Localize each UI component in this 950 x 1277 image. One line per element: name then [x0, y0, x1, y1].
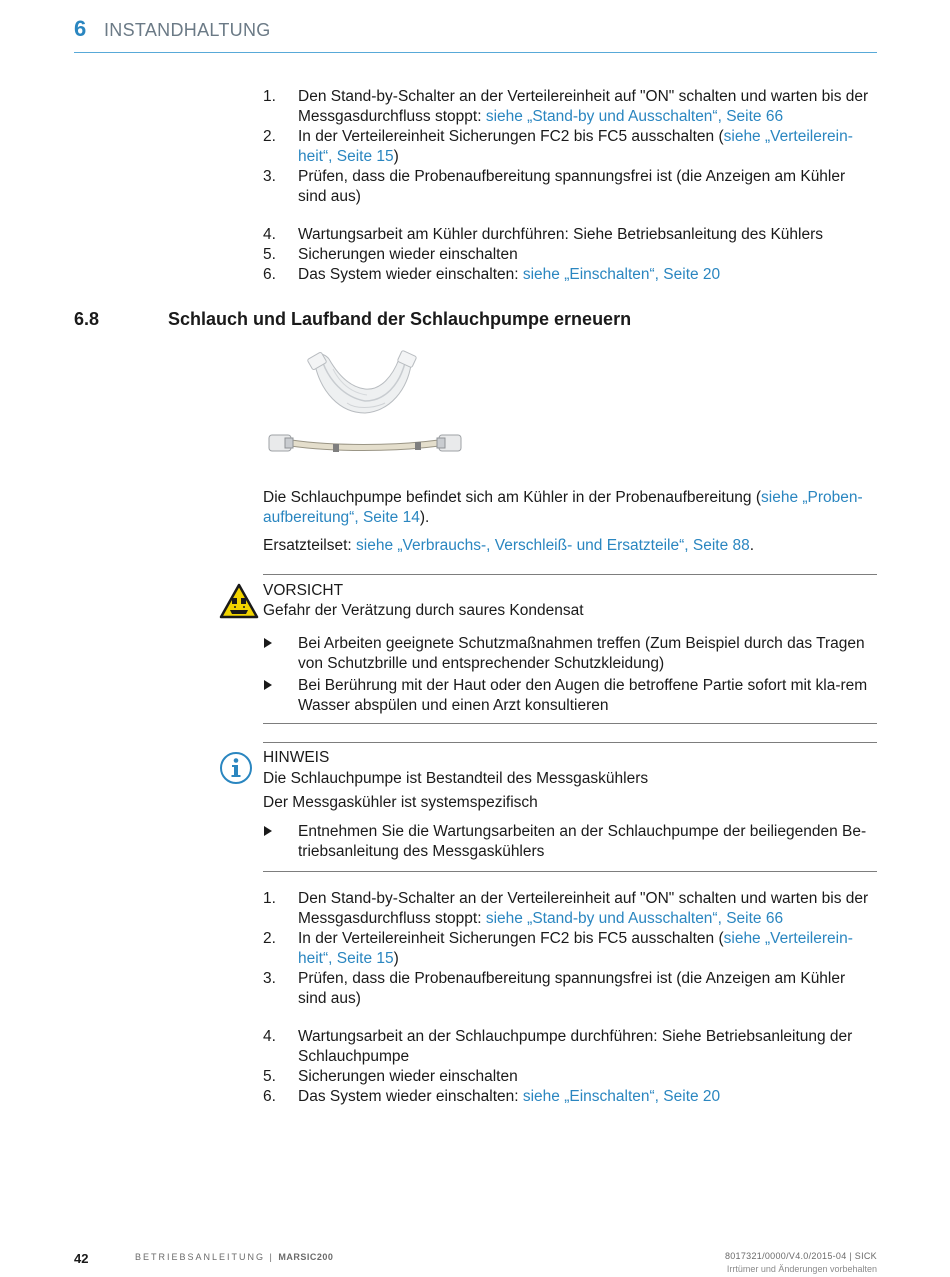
- list-item: Bei Berührung mit der Haut oder den Augen die betroffene Partie sofort mit kla-rem Wasser abspülen und einen Arzt konsultieren: [263, 676, 877, 716]
- list-item: 6. Das System wieder einschalten: siehe „Einschalten“, Seite 20: [263, 266, 721, 283]
- list-item: 3. Prüfen, dass die Probenaufbereitung spannungsfrei ist (die Anzeigen am Kühler sind aus): [263, 168, 846, 205]
- list-item: 4. Wartungsarbeit an der Schlauchpumpe durchführen: Siehe Betriebsanleitung der Schlauchpumpe: [263, 1028, 853, 1065]
- intro-paragraph: Die Schlauchpumpe befindet sich am Kühler in der Probenaufbereitung (siehe „Proben-aufbereitung“, Seite 14).: [263, 489, 863, 526]
- caution-text: Gefahr der Verätzung durch saures Kondensat: [263, 602, 584, 619]
- note-text: Der Messgaskühler ist systemspezifisch: [263, 794, 538, 811]
- caution-bullets: [263, 634, 877, 718]
- divider: [263, 871, 877, 872]
- note-text: Die Schlauchpumpe ist Bestandteil des Messgaskühlers: [263, 770, 649, 787]
- chapter-title: INSTANDHALTUNG: [104, 20, 271, 40]
- belt-shape: [307, 350, 417, 413]
- note-heading: HINWEIS: [263, 749, 330, 766]
- page-number: 42: [74, 1251, 89, 1266]
- cross-reference-link[interactable]: siehe „Einschalten“, Seite 20: [522, 1088, 721, 1105]
- cross-reference-link[interactable]: siehe „Stand-by und Ausschalten“, Seite 66: [485, 108, 784, 125]
- caution-heading: VORSICHT: [263, 582, 344, 599]
- cross-reference-link[interactable]: siehe „Einschalten“, Seite 20: [522, 266, 721, 283]
- chapter-number: 6: [74, 16, 87, 41]
- document-id: 8017321/0000/V4.0/2015-04 | SICK: [724, 1251, 877, 1261]
- cross-reference-link[interactable]: siehe „Verbrauchs-, Verschleiß- und Ersatzteile“, Seite 88: [356, 537, 750, 554]
- list-item: 6. Das System wieder einschalten: siehe „Einschalten“, Seite 20: [263, 1088, 721, 1105]
- list-item: 5. Sicherungen wieder einschalten: [263, 246, 518, 263]
- list-item: Entnehmen Sie die Wartungsarbeiten an der Schlauchpumpe der beiliegenden Be-triebsanleitung des Messgaskühlers: [263, 822, 877, 862]
- section-title: Schlauch und Laufband der Schlauchpumpe erneuern: [168, 309, 632, 329]
- list-item: 3. Prüfen, dass die Probenaufbereitung spannungsfrei ist (die Anzeigen am Kühler sind aus): [263, 970, 846, 1007]
- disclaimer: Irrtümer und Änderungen vorbehalten: [726, 1264, 877, 1274]
- bullet-arrow-icon: [264, 638, 272, 648]
- note-bullets: [263, 822, 877, 864]
- cross-reference-link[interactable]: siehe „Verteilerein-heit“, Seite 15: [298, 930, 853, 967]
- cross-reference-link[interactable]: siehe „Stand-by und Ausschalten“, Seite 66: [485, 910, 784, 927]
- divider: [263, 574, 877, 575]
- list-item: Bei Arbeiten geeignete Schutzmaßnahmen treffen (Zum Beispiel durch das Tragen von Schutzbrille und entsprechender Schutzkleidung): [263, 634, 877, 674]
- steps-top: [263, 87, 877, 285]
- bullet-arrow-icon: [264, 826, 272, 836]
- section-number: 6.8: [74, 309, 100, 329]
- list-item: 5. Sicherungen wieder einschalten: [263, 1068, 518, 1085]
- cross-reference-link[interactable]: siehe „Proben-aufbereitung“, Seite 14: [263, 489, 863, 526]
- cross-reference-link[interactable]: siehe „Verteilerein-heit“, Seite 15: [298, 128, 853, 165]
- list-item: 2. In der Verteilereinheit Sicherungen FC2 bis FC5 ausschalten (siehe „Verteilerein-heit“, Seite 15): [263, 930, 853, 967]
- bullet-arrow-icon: [264, 680, 272, 690]
- list-item: 1. Den Stand-by-Schalter an der Verteilereinheit auf "ON" schalten und warten bis der Messgasdurchfluss stoppt: siehe „Stand-by und Ausschalten“, Seite 66: [263, 88, 869, 125]
- info-icon: [219, 751, 253, 785]
- steps-bottom: [263, 889, 877, 1107]
- hose-and-belt-image: [263, 345, 468, 465]
- list-item: 1. Den Stand-by-Schalter an der Verteilereinheit auf "ON" schalten und warten bis der Messgasdurchfluss stoppt: siehe „Stand-by und Ausschalten“, Seite 66: [263, 890, 869, 927]
- spare-parts-paragraph: Ersatzteilset: siehe „Verbrauchs-, Verschleiß- und Ersatzteile“, Seite 88.: [263, 537, 755, 554]
- document-type: BETRIEBSANLEITUNG | MARSIC200: [135, 1252, 334, 1262]
- product-name: MARSIC200: [278, 1252, 334, 1262]
- list-item: 4. Wartungsarbeit am Kühler durchführen: Siehe Betriebsanleitung des Kühlers: [263, 226, 824, 243]
- hose-shape: [269, 435, 461, 452]
- page-header: [74, 14, 877, 53]
- list-item: 2. In der Verteilereinheit Sicherungen FC2 bis FC5 ausschalten (siehe „Verteilerein-heit“, Seite 15): [263, 128, 853, 165]
- divider: [263, 742, 877, 743]
- divider: [263, 723, 877, 724]
- acid-warning-icon: [219, 583, 259, 619]
